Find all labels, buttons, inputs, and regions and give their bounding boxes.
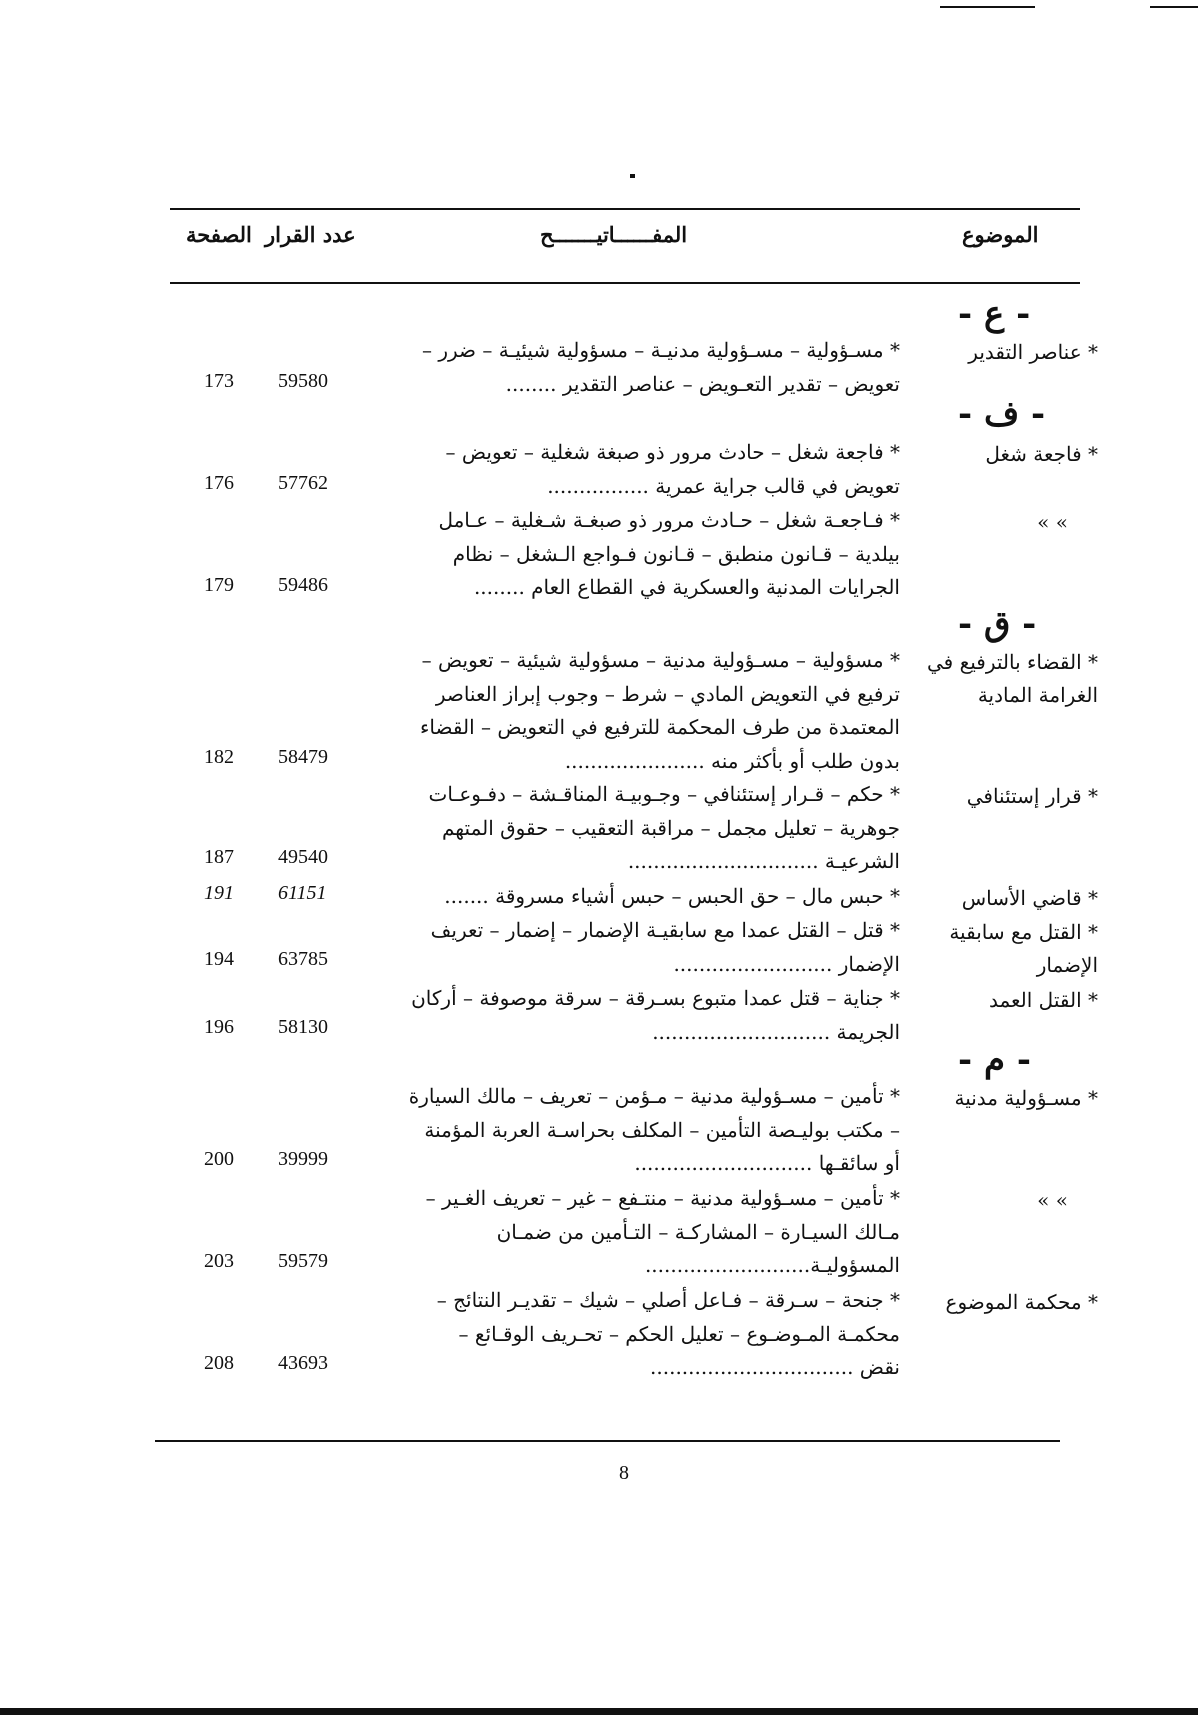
keywords-line: ترفيع في التعويض المادي – شرط – وجوب إبراز العناصر <box>435 681 900 706</box>
entry-topic-ditto: » » <box>1037 1188 1068 1212</box>
keywords-line: * تأمين – مسـؤولية مدنية – منتـفع – غير – تعريف الغـير – <box>425 1186 900 1210</box>
keywords-line: بيلدية – قـانون منطبق – قـانون فـواجع الـشغل – نظام <box>452 541 900 566</box>
decision-number: 39999 <box>278 1148 328 1170</box>
page-number: 203 <box>204 1250 234 1272</box>
keywords-line: * فاجعة شغل – حادث مرور ذو صبغة شغلية – تعويض – <box>445 440 900 464</box>
keywords-line: المسؤوليـة.......................... <box>644 1253 900 1277</box>
keywords-line: محكمـة المـوضـوع – تعليل الحكم – تحـريف الوقـائع – <box>458 1321 900 1346</box>
entry-topic: * القتل العمد <box>988 988 1098 1012</box>
keywords-line: الإضمار ......................... <box>673 951 900 976</box>
page-number: 194 <box>204 948 234 970</box>
letter-heading: - م - <box>958 1040 1031 1080</box>
entry-keywords <box>380 778 900 879</box>
keywords-line: * فـاجعـة شغل – حـادث مرور ذو صبغـة شـغلية – عـامل <box>438 508 900 532</box>
keywords-line: تعويض في قالب جراية عمرية ................ <box>547 473 900 498</box>
entry-keywords <box>380 504 900 605</box>
entry-keywords <box>380 334 900 401</box>
top-edge-mark <box>1150 6 1198 8</box>
page-number: 173 <box>204 370 234 392</box>
entry-keywords <box>380 1182 900 1283</box>
decision-number: 59580 <box>278 370 328 392</box>
keywords-line: * تأمين – مسـؤولية مدنية – مـؤمن – تعريف – مالك السيارة <box>408 1084 900 1108</box>
keywords-line: * مسـؤولية – مسـؤولية مدنيـة – مسؤولية شيئيـة – ضرر – <box>422 338 900 362</box>
entry-topic: * عناصر التقدير <box>968 340 1098 364</box>
page-column-header: الصفحة <box>186 222 252 247</box>
entry-keywords <box>380 644 900 778</box>
keywords-line: الجريمة ............................ <box>652 1019 900 1044</box>
letter-heading: - ف - <box>958 394 1046 434</box>
page-number: 200 <box>204 1148 234 1170</box>
entry-topic: * قاضي الأساس <box>961 886 1098 910</box>
letter-heading: - ع - <box>958 294 1031 334</box>
keywords-line: نقض ................................ <box>650 1355 900 1379</box>
page-number: 176 <box>204 472 234 494</box>
page-number: 179 <box>204 574 234 596</box>
footer-page-number: 8 <box>619 1462 629 1484</box>
page-number: 187 <box>204 846 234 868</box>
decision-number: 49540 <box>278 846 328 868</box>
page-number: 208 <box>204 1352 234 1374</box>
keywords-line: بدون طلب أو بأكثر منه ...................... <box>564 748 900 773</box>
keywords-line: المعتمدة من طرف المحكمة للترفيع في التعويض – القضاء <box>420 715 900 739</box>
keywords-line: * حكم – قـرار إستئنافي – وجـوبيـة المناقـشة – دفـوعـات <box>428 782 900 806</box>
page-number: 182 <box>204 746 234 768</box>
decision-number: 59486 <box>278 574 328 596</box>
page-number: 191 <box>204 882 234 904</box>
decision-number: 63785 <box>278 948 328 970</box>
decision-column-header: عدد القرار <box>265 222 356 247</box>
topic-column-header: الموضوع <box>962 222 1039 247</box>
decision-number: 58479 <box>278 746 328 768</box>
top-edge-mark <box>940 6 1035 8</box>
decision-number: 57762 <box>278 472 328 494</box>
keywords-line: الجرايات المدنية والعسكرية في القطاع العام ........ <box>473 575 900 599</box>
bottom-edge-band <box>0 1708 1198 1715</box>
entry-topic: * فاجعة شغل <box>985 442 1098 466</box>
keywords-line: أو سائقـها ............................ <box>634 1151 900 1175</box>
keywords-line: * مسؤولية – مسـؤولية مدنية – مسؤولية شيئية – تعويض – <box>421 648 900 672</box>
keywords-line: مـالك السيـارة – المشاركـة – التـأمين من ضمـان <box>496 1219 900 1244</box>
entry-topic-ditto: » » <box>1037 510 1068 534</box>
keywords-line: * جنحة – سـرقة – فـاعل أصلي – شيك – تقديـر النتائج – <box>436 1288 900 1312</box>
decision-number: 61151 <box>278 882 327 904</box>
header-bottom-rule <box>170 282 1080 284</box>
entry-topic: * القضاء بالترفيع في الغرامة المادية <box>927 650 1098 707</box>
keywords-line: * جناية – قتل عمدا متبوع بسـرقة – سرقة موصوفة – أركان <box>411 986 900 1010</box>
keywords-line: الشرعيـة .............................. <box>627 849 900 873</box>
entry-keywords <box>380 1080 900 1181</box>
keywords-line: * قتل – القتل عمدا مع سابقيـة الإضمار – إضمار – تعريف <box>430 918 900 942</box>
keywords-line: جوهرية – تعليل مجمل – مراقبة التعقيب – حقوق المتهم <box>442 815 900 840</box>
keywords-column-header: المفــــــاتيـــــــح <box>540 222 688 247</box>
entry-keywords <box>380 982 900 1049</box>
page-number: 196 <box>204 1016 234 1038</box>
decision-number: 59579 <box>278 1250 328 1272</box>
entry-topic: * مسـؤولية مدنية <box>954 1086 1098 1110</box>
keywords-line: – مكتب بوليـصة التأمين – المكلف بحراسـة العربة المؤمنة <box>424 1117 900 1142</box>
header-top-rule <box>170 208 1080 210</box>
entry-keywords <box>380 880 900 914</box>
keywords-line: تعويض – تقدير التعـويض – عناصر التقدير ........ <box>505 371 900 396</box>
speck <box>630 174 635 178</box>
entry-topic: * محكمة الموضوع <box>945 1290 1098 1314</box>
letter-heading: - ق - <box>958 604 1037 644</box>
entry-topic: * القتل مع سابقية الإضمار <box>949 920 1098 977</box>
keywords-line: * حبس مال – حق الحبس – حبس أشياء مسروقة ....... <box>444 884 900 908</box>
entry-topic: * قرار إستئنافي <box>966 784 1098 808</box>
entry-keywords <box>380 914 900 981</box>
entry-keywords <box>380 1284 900 1385</box>
decision-number: 58130 <box>278 1016 328 1038</box>
entry-keywords <box>380 436 900 503</box>
decision-number: 43693 <box>278 1352 328 1374</box>
footer-rule <box>155 1440 1060 1442</box>
